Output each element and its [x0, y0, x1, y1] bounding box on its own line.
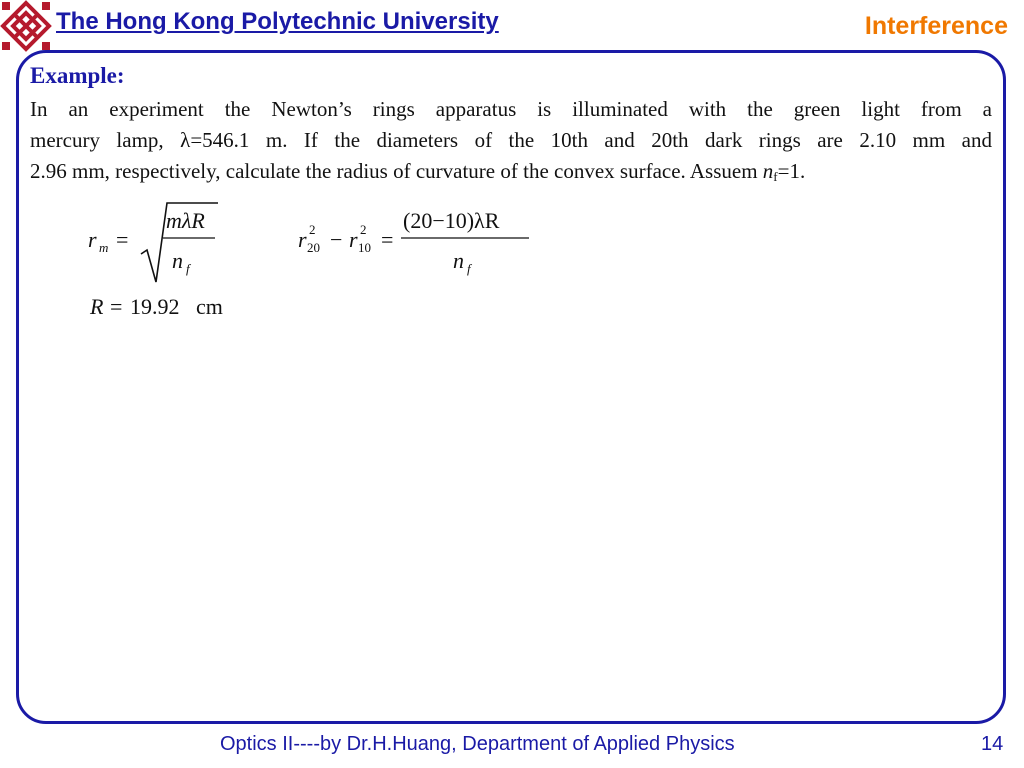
- svg-text:r: r: [349, 227, 358, 252]
- problem-line: In an experiment the Newton’s rings apparatus is illuminated with the green light from a: [30, 97, 992, 121]
- svg-text:=: =: [110, 294, 123, 319]
- ring-difference-equation: [298, 208, 529, 276]
- svg-text:R: R: [90, 294, 104, 319]
- polyu-lattice-logo-icon: [0, 0, 52, 52]
- svg-text:n: n: [172, 248, 183, 273]
- footer-credit: Optics II----by Dr.H.Huang, Department of Applied Physics: [220, 733, 735, 755]
- svg-text:(20−10)λR: (20−10)λR: [403, 208, 500, 233]
- page-number: 14: [981, 733, 1004, 755]
- svg-text:−: −: [330, 227, 343, 252]
- problem-statement: [30, 94, 992, 187]
- section-topic: Interference: [864, 12, 1008, 40]
- ring-radius-equation: [88, 203, 218, 282]
- refractive-index-variable: n: [762, 159, 774, 183]
- svg-text:=: =: [116, 227, 129, 252]
- svg-text:f: f: [186, 261, 190, 276]
- svg-text:2: 2: [309, 222, 316, 237]
- svg-text:f: f: [467, 261, 471, 276]
- svg-text:2: 2: [360, 222, 367, 237]
- svg-text:10: 10: [358, 240, 371, 255]
- svg-text:mλR: mλR: [166, 208, 205, 233]
- refractive-index-subscript: f: [773, 169, 778, 184]
- problem-line: 2.96 mm, respectively, calculate the radius of curvature of the convex surface. Assuem $n_f=1$.: [30, 159, 806, 184]
- example-heading: Example:: [30, 63, 125, 88]
- svg-text:n: n: [453, 248, 464, 273]
- svg-text:20: 20: [307, 240, 320, 255]
- svg-text:19.92: 19.92: [130, 294, 180, 319]
- equations-block: [60, 196, 580, 326]
- svg-text:m: m: [99, 240, 109, 255]
- svg-text:=: =: [381, 227, 394, 252]
- problem-line: mercury lamp, λ=546.1 m. If the diameters of the 10th and 20th dark rings are 2.10 mm and: [30, 128, 992, 152]
- university-title[interactable]: The Hong Kong Polytechnic University: [56, 8, 499, 35]
- svg-text:cm: cm: [196, 294, 223, 319]
- result-equation: [89, 294, 223, 319]
- svg-text:r: r: [298, 227, 307, 252]
- lambda-symbol: λ: [180, 128, 191, 152]
- svg-text:r: r: [88, 227, 97, 252]
